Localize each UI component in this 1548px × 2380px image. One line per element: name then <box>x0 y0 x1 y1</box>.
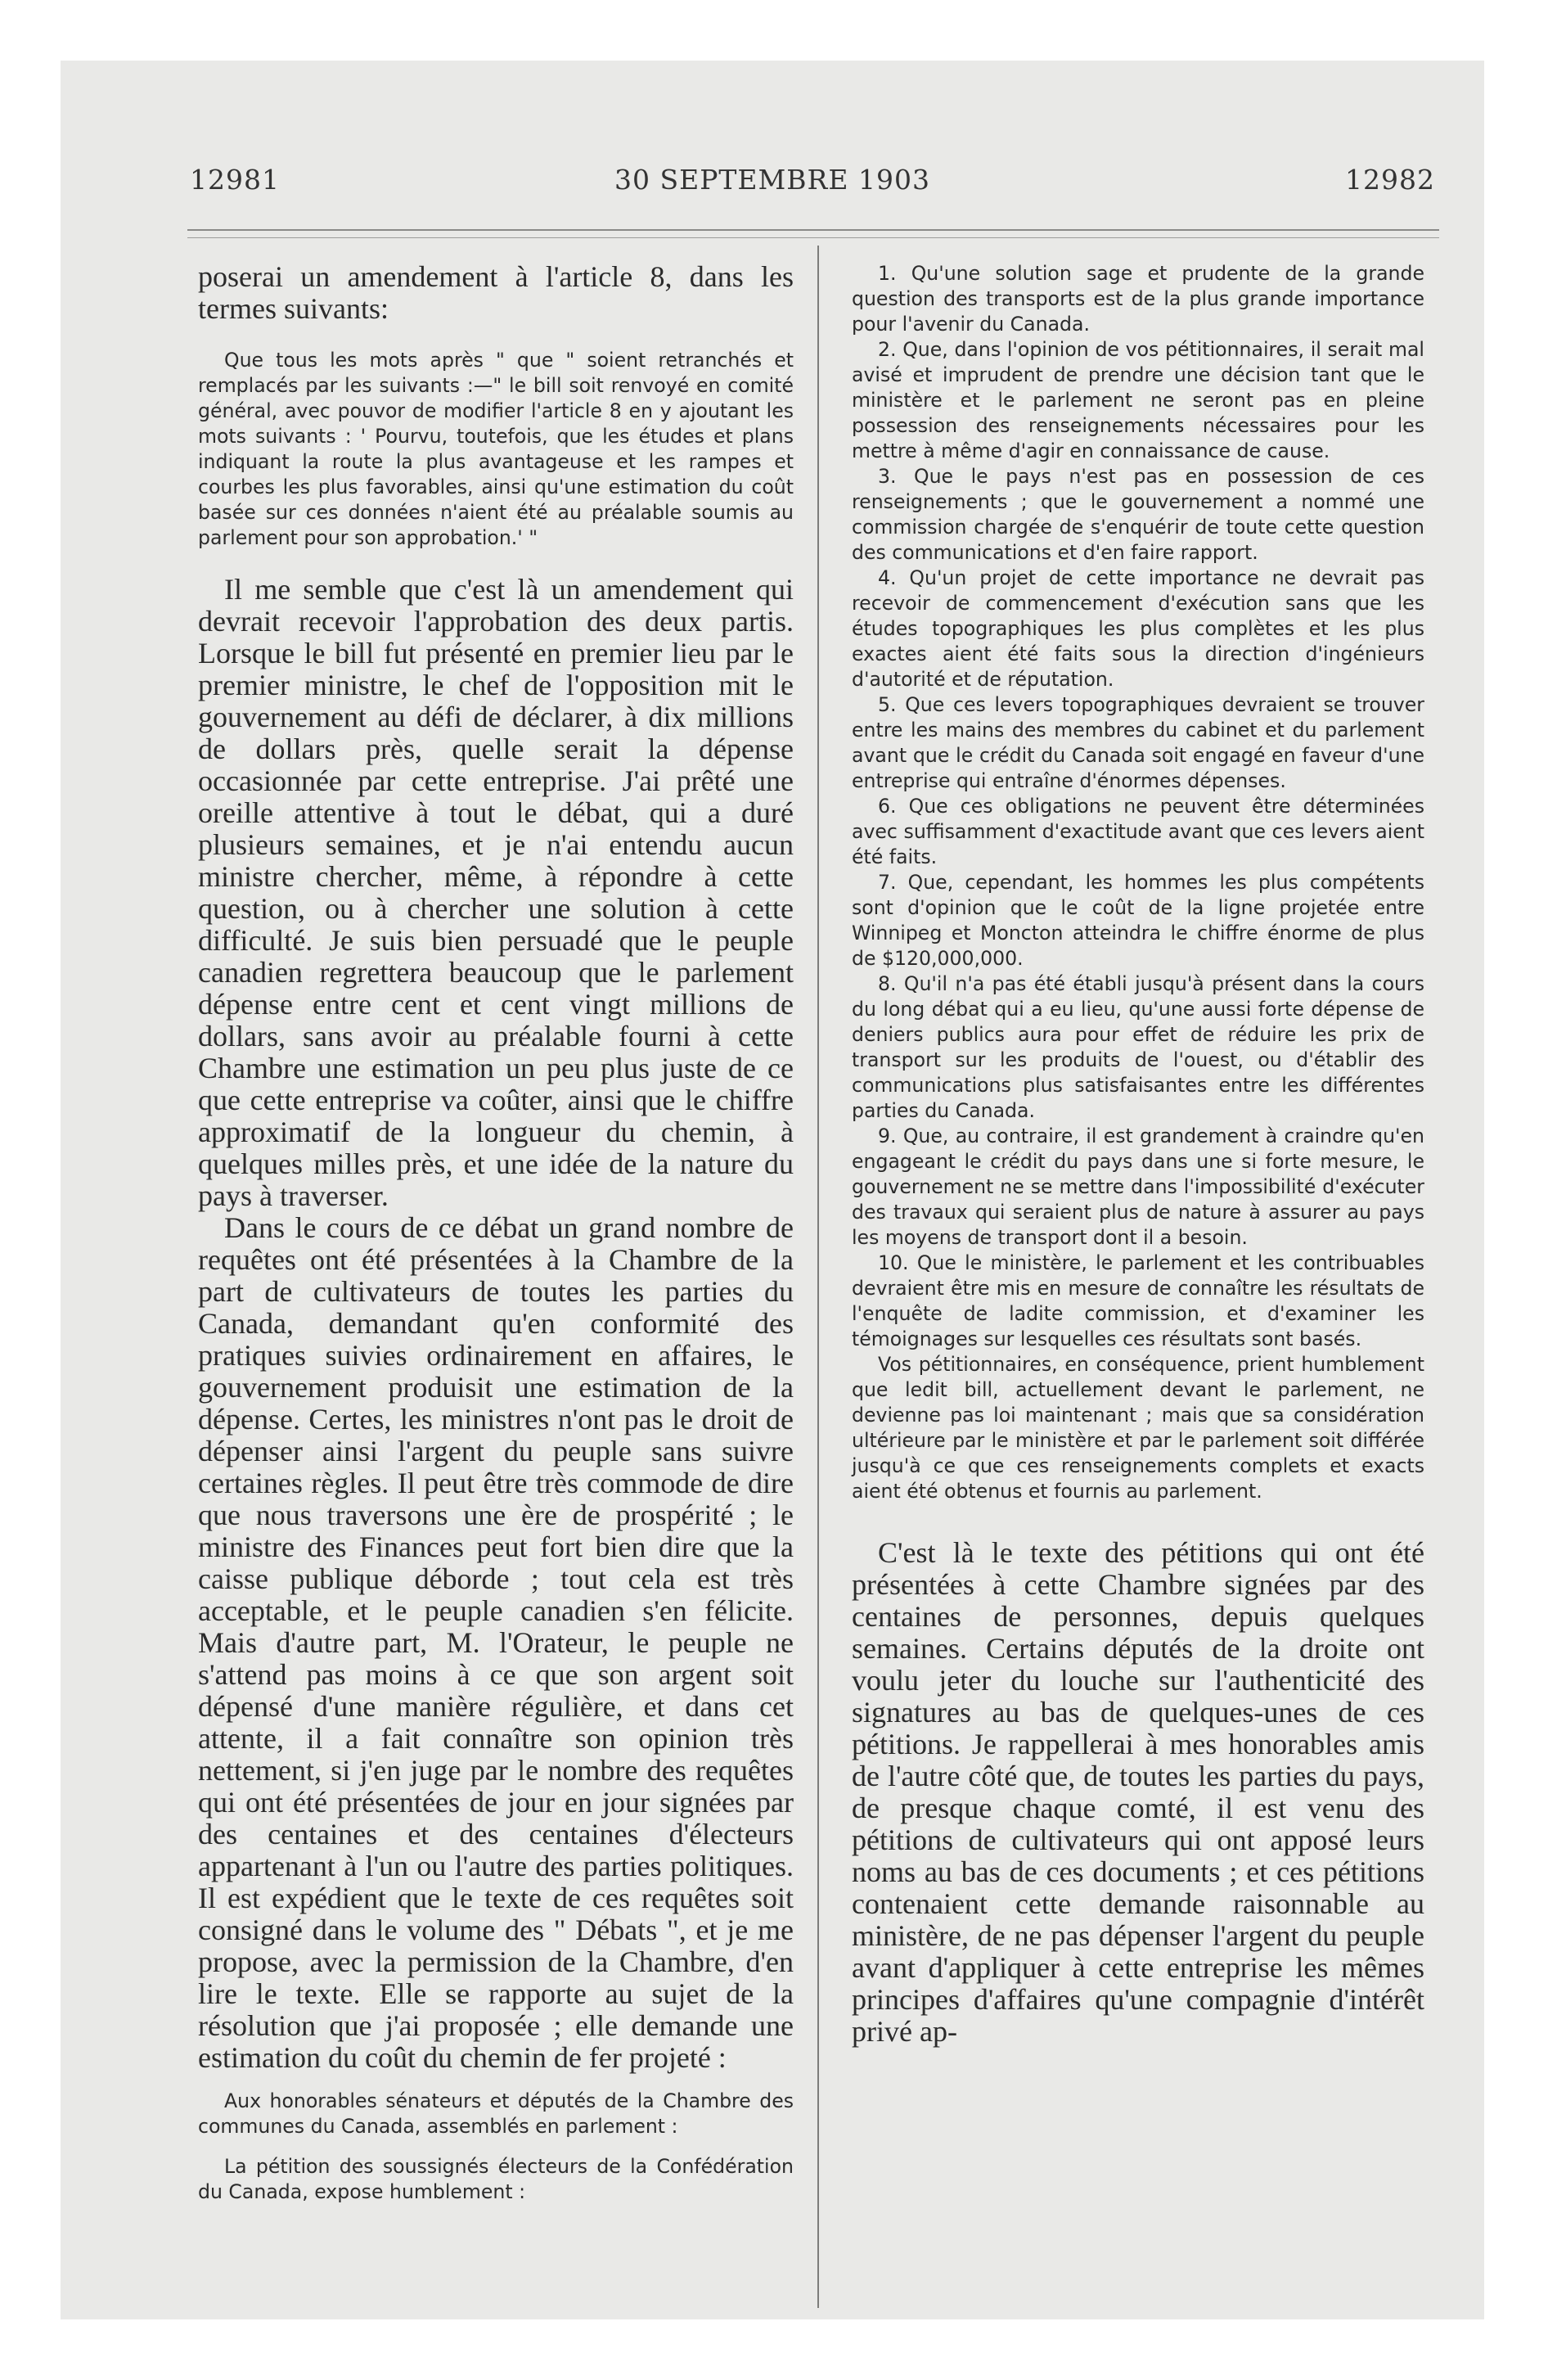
body-paragraph-2: Dans le cours de ce débat un grand nombre de requêtes ont été présentées à la Chambre de la part de cultivateurs de toutes les parties du Canada, demandant qu'en conformité des pratiques suivies ordinairement en affaires, le gouvernement produisit une estimation de la dépense. Certes, les ministres n'ont pas le droit de dépenser ainsi l'argent du peuple sans suivre certaines règles. Il peut être très commode de dire que nous traversons une ère de prospérité ; le ministre des Finances peut fort bien dire que la caisse publique déborde ; tout cela est très acceptable, et le peuple canadien s'en félicite. Mais d'autre part, M. l'Orateur, le peuple ne s'attend pas moins à ce que son argent soit dépensé d'une manière régulière, et dans cet attente, il a fait connaître son opinion très nettement, si j'en juge par le nombre des requêtes qui ont été présentées de jour en jour signées par des centaines et des centaines d'électeurs appartenant à l'un ou l'autre des parties politiques. Il est expédient que le texte de ces requêtes soit consigné dans le volume des " Débats ", et je me propose, avec la permission de la Chambre, d'en lire le texte. Elle se rapporte au sujet de la résolution que j'ai proposée ; elle demande une estimation du coût du chemin de fer projeté : <box>198 1211 794 2074</box>
closing-paragraph: C'est là le texte des pétitions qui ont été présentées à cette Chambre signées par des centaines de personnes, depuis quelques semaines. Certains députés de la droite ont voulu jeter du louche sur l'authenticité des signatures au bas de quelques-unes de ces pétitions. Je rappellerai à mes honorables amis de l'autre côté que, de toutes les parties du pays, de presque chaque comté, il est venu des pétitions de cultivateurs qui ont apposé leurs noms au bas de ces documents ; et ces pétitions contenaient cette demande raisonnable au ministère, de ne pas dépenser l'argent du peuple avant d'appliquer à cette entreprise les mêmes principes d'affaires qu'une compagnie d'intérêt privé ap- <box>852 1536 1424 2048</box>
petition-item: 8. Qu'il n'a pas été établi jusqu'à présent dans la cours du long débat qui a eu lieu, qu'une aussi forte dépense de deniers publics aura pour effet de réduire les prix de transport sur les produits de l'ouest, ou d'établir des communications plus satisfaisantes entre les différentes parties du Canada. <box>852 972 1424 1122</box>
petition-item: 4. Qu'un projet de cette importance ne devrait pas recevoir de commencement d'exécution sans que les études topographiques les plus complètes et les plus exactes aient été faits sous la direction d'ingénieurs d'autorité et de réputation. <box>852 566 1424 691</box>
left-column <box>198 261 794 2205</box>
page-number-left: 12981 <box>190 164 280 196</box>
petition-item: 3. Que le pays n'est pas en possession de ces renseignements ; que le gouvernement a nommé une commission chargée de s'enquérir de toute cette question des communications et d'en faire rapport. <box>852 465 1424 564</box>
petition-intro: La pétition des soussignés électeurs de la Confédération du Canada, expose humblement : <box>198 2155 794 2203</box>
intro-paragraph: poserai un amendement à l'article 8, dans les termes suivants: <box>198 260 794 325</box>
page-number-right: 12982 <box>1345 164 1435 196</box>
body-paragraph-1: Il me semble que c'est là un amendement qui devrait recevoir l'approbation des deux partis. Lorsque le bill fut présenté en premier lieu par le premier ministre, le chef de l'opposition mit le gouvernement au défi de déclarer, à dix millions de dollars près, quelle serait la dépense occasionnée par cette entreprise. J'ai prêté une oreille attentive à tout le débat, qui a duré plusieurs semaines, et je n'ai entendu aucun ministre chercher, même, à répondre à cette question, ou à chercher une solution à cette difficulté. Je suis bien persuadé que le peuple canadien regrettera beaucoup que le parlement dépense entre cent et cent vingt millions de dollars, sans avoir au préalable fourni à cette Chambre une estimation un peu plus juste de ce que cette entreprise va coûter, ainsi que le chiffre approximatif de la longueur du chemin, à quelques milles près, et une idée de la nature du pays à traverser. <box>198 573 794 1212</box>
petition-item: 2. Que, dans l'opinion de vos pétitionnaires, il serait mal avisé et imprudent de prendre une décision tant que le ministère et le parlement ne seront pas en pleine possession des renseignements nécessaires pour les mettre à même d'agir en connaissance de cause. <box>852 338 1424 462</box>
petition-item: 1. Qu'une solution sage et prudente de la grande question des transports est de la plus grande importance pour l'avenir du Canada. <box>852 262 1424 336</box>
scanned-page <box>61 61 1484 2319</box>
petition-item: 9. Que, au contraire, il est grandement à craindre qu'en engageant le crédit du pays dans une si forte mesure, le gouvernement ne se mettre dans l'impossibilité d'exécuter des travaux qui seraient plus de nature à assurer au pays les moyens de transport dont il a besoin. <box>852 1125 1424 1249</box>
petition-item: 6. Que ces obligations ne peuvent être déterminées avec suffisamment d'exactitude avant que ces levers aient été faits. <box>852 795 1424 868</box>
petition-conclusion: Vos pétitionnaires, en conséquence, prient humblement que ledit bill, actuellement devant le parlement, ne devienne pas loi maintenant ; mais que sa considération ultérieure par le ministère et par le parlement soit différée jusqu'à ce que ces renseignements complets et exacts aient été obtenus et fournis au parlement. <box>852 1353 1424 1503</box>
page-date: 30 SEPTEMBRE 1903 <box>614 164 930 196</box>
amendment-quote: Que tous les mots après " que " soient retranchés et remplacés par les suivants :—" le bill soit renvoyé en comité général, avec pouvor de modifier l'article 8 en y ajoutant les mots suivants : ' Pourvu, toutefois, que les études et plans indiquant la route la plus avantageuse et les rampes et courbes les plus favorables, ainsi qu'une estimation du coût basée sur ces données n'aient été au préalable soumis au parlement pour son approbation.' " <box>198 349 794 549</box>
petition-item: 5. Que ces levers topographiques devraient se trouver entre les mains des membres du cabinet et du parlement avant que le crédit du Canada soit engagé en faveur d'une entreprise qui entraîne d'énormes dépenses. <box>852 693 1424 792</box>
column-divider <box>817 246 819 2308</box>
petition-item: 10. Que le ministère, le parlement et les contribuables devraient être mis en mesure de connaître les résultats de l'enquête de ladite commission, et d'examiner les témoignages sur lesquelles ces résultats sont basés. <box>852 1251 1424 1350</box>
petition-address: Aux honorables sénateurs et députés de la Chambre des communes du Canada, assemblés en parlement : <box>198 2089 794 2138</box>
right-column <box>852 261 1424 2048</box>
petition-item: 7. Que, cependant, les hommes les plus compétents sont d'opinion que le coût de la ligne projetée entre Winnipeg et Moncton atteindra le chiffre énorme de plus de $120,000,000. <box>852 871 1424 970</box>
header-rule <box>187 229 1439 238</box>
